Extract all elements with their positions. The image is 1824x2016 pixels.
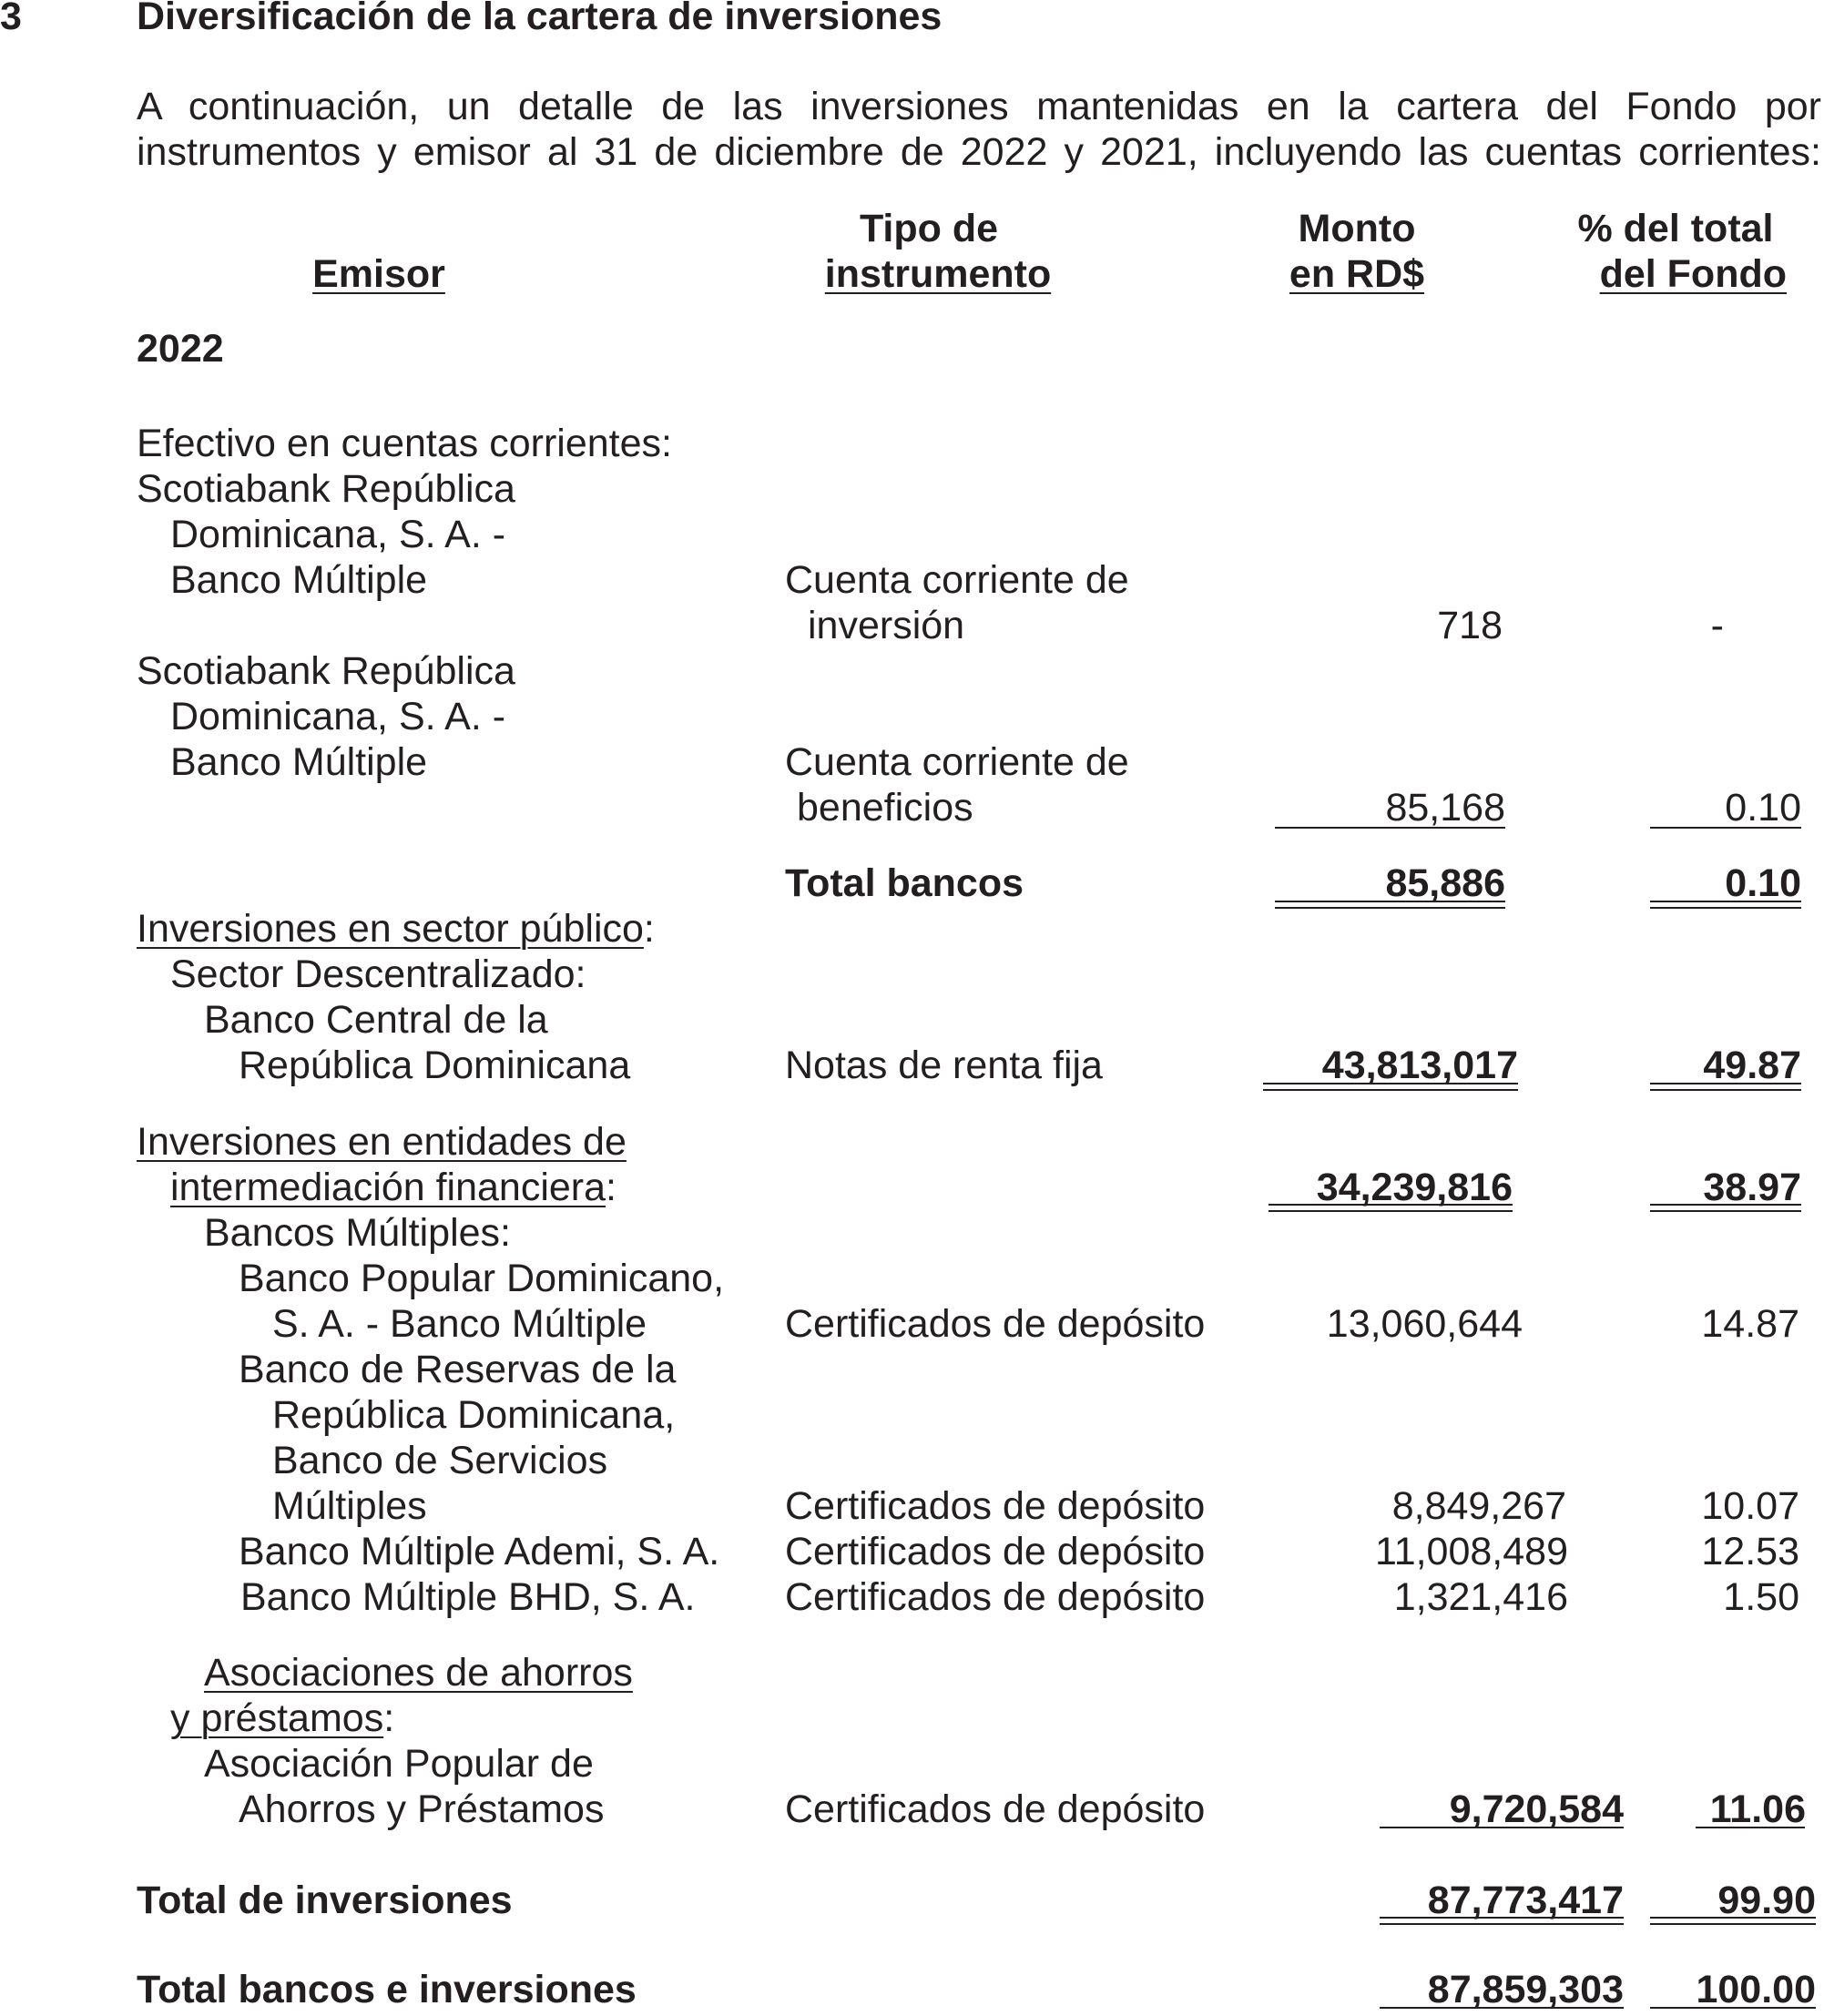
row-emisor-line2: Dominicana, S. A. - [170, 695, 506, 738]
double-underline-top [1650, 1204, 1801, 1206]
intro-line-2: instrumentos y emisor al 31 de diciembre de 2022 y 2021, incluyendo las cuentas corrientes: [137, 130, 1821, 174]
bancos-multiples-heading: Bancos Múltiples: [204, 1211, 511, 1255]
row-tipo-line1: Cuenta corriente de [785, 740, 1129, 784]
row-pct: 12.53 [1701, 1530, 1799, 1573]
row-pct: 1.50 [1723, 1575, 1799, 1619]
sector-descentralizado-label: Sector Descentralizado: [170, 952, 586, 996]
row-monto: 718 [1437, 604, 1503, 647]
intermediacion-heading-line2 [170, 1165, 616, 1210]
total-general-label: Total bancos e inversiones [137, 1968, 637, 2011]
row-monto: 8,849,267 [1391, 1484, 1566, 1528]
header-pct-line1: % del total [1577, 207, 1774, 250]
row-pct: 0.10 [1725, 786, 1801, 830]
row-tipo: Certificados de depósito [785, 1302, 1206, 1346]
row-monto: 13,060,644 [1326, 1302, 1523, 1346]
double-underline-top [1380, 1917, 1624, 1919]
row-emisor-line1: Banco Central de la [204, 998, 548, 1042]
intermediacion-heading-text: intermediación financiera [170, 1166, 606, 1209]
double-underline-bottom [1650, 907, 1801, 909]
single-underline [1696, 1827, 1805, 1828]
total-inversiones-pct: 99.90 [1717, 1879, 1816, 1922]
double-underline-top [1650, 901, 1801, 902]
row-emisor-line1: Banco Múltiple BHD, S. A. [240, 1575, 696, 1619]
row-emisor-line2: Dominicana, S. A. - [170, 513, 506, 556]
double-underline-bottom [1269, 1210, 1513, 1212]
row-pct: 10.07 [1701, 1484, 1799, 1528]
double-underline-bottom [1380, 1923, 1624, 1925]
row-tipo: Certificados de depósito [785, 1787, 1206, 1831]
row-tipo: Notas de renta fija [785, 1044, 1103, 1087]
double-underline-top [1650, 1917, 1816, 1919]
row-emisor-line3: Banco Múltiple [170, 558, 428, 602]
row-tipo-line2: inversión [808, 604, 965, 647]
row-emisor-line3: Banco de Servicios [272, 1439, 608, 1482]
double-underline-bottom [1650, 1089, 1801, 1091]
row-emisor-line4: Múltiples [272, 1484, 427, 1528]
row-emisor-line1: Banco de Reservas de la [239, 1348, 677, 1391]
asociaciones-heading-line1: Asociaciones de ahorros [204, 1651, 633, 1695]
section-number: 3 [0, 0, 22, 38]
sector-publico-heading [137, 906, 655, 952]
header-tipo-line1: Tipo de [859, 207, 999, 250]
row-tipo: Certificados de depósito [785, 1575, 1206, 1619]
row-pct: 49.87 [1703, 1044, 1801, 1087]
double-underline-bottom [1650, 1210, 1801, 1212]
asociaciones-heading-text: y préstamos [170, 1696, 384, 1740]
row-emisor-line1: Asociación Popular de [204, 1742, 594, 1786]
double-underline-bottom [1275, 907, 1505, 909]
row-tipo: Certificados de depósito [785, 1484, 1206, 1528]
total-bancos-label: Total bancos [785, 861, 1024, 905]
row-emisor-line3: Banco Múltiple [170, 740, 428, 784]
row-tipo-line2: beneficios [797, 786, 973, 830]
row-tipo-line1: Cuenta corriente de [785, 558, 1129, 602]
double-underline-top [1263, 1083, 1518, 1084]
row-monto: 43,813,017 [1321, 1044, 1518, 1087]
asociaciones-heading-line2 [170, 1695, 394, 1741]
section-title: Diversificación de la cartera de inversiones [137, 0, 943, 38]
double-underline-top [1269, 1204, 1513, 1206]
intermediacion-heading-line1: Inversiones en entidades de [137, 1120, 627, 1164]
header-monto-line1: Monto [1298, 207, 1416, 250]
heading-colon: : [606, 1166, 616, 1209]
row-emisor-line1: Scotiabank República [137, 467, 515, 511]
intro-line-1: A continuación, un detalle de las inversiones mantenidas en la cartera del Fondo por [137, 85, 1821, 128]
row-pct: 11.06 [1709, 1787, 1806, 1831]
double-underline-top [1650, 1083, 1801, 1084]
intermediacion-monto: 34,239,816 [1316, 1166, 1513, 1209]
double-underline-bottom [1263, 1089, 1518, 1091]
total-bancos-monto: 85,886 [1385, 861, 1505, 905]
year-label: 2022 [137, 327, 224, 371]
header-emisor: Emisor [312, 252, 445, 296]
total-inversiones-monto: 87,773,417 [1427, 1879, 1624, 1922]
single-underline [1275, 827, 1505, 829]
row-emisor-line2: S. A. - Banco Múltiple [272, 1302, 647, 1346]
total-inversiones-label: Total de inversiones [137, 1879, 513, 1922]
row-emisor-line2: República Dominicana [239, 1044, 631, 1087]
row-monto: 1,321,416 [1393, 1575, 1568, 1619]
efectivo-heading: Efectivo en cuentas corrientes: [137, 422, 672, 465]
row-pct: 14.87 [1701, 1302, 1799, 1346]
single-underline [1380, 1827, 1624, 1828]
header-pct-line2: del Fondo [1599, 252, 1787, 296]
header-tipo-line2: instrumento [824, 252, 1052, 296]
total-general-monto: 87,859,303 [1427, 1968, 1624, 2011]
row-emisor-line1: Banco Múltiple Ademi, S. A. [239, 1530, 720, 1573]
row-emisor-line2: República Dominicana, [272, 1393, 676, 1437]
row-emisor-line1: Scotiabank República [137, 649, 515, 693]
header-monto-line2: en RD$ [1289, 252, 1425, 296]
row-emisor-line2: Ahorros y Préstamos [239, 1787, 605, 1831]
total-bancos-pct: 0.10 [1725, 861, 1801, 905]
row-tipo: Certificados de depósito [785, 1530, 1206, 1573]
row-emisor-line1: Banco Popular Dominicano, [239, 1257, 725, 1300]
total-general-pct: 100.00 [1696, 1968, 1816, 2011]
double-underline-bottom [1650, 1923, 1816, 1925]
row-monto: 85,168 [1385, 786, 1505, 830]
single-underline [1650, 2007, 1816, 2009]
intermediacion-pct: 38.97 [1703, 1166, 1801, 1209]
single-underline [1650, 827, 1801, 829]
single-underline [1380, 2007, 1624, 2009]
heading-colon: : [643, 907, 655, 951]
sector-publico-heading-text: Inversiones en sector público [137, 907, 644, 951]
row-monto: 11,008,489 [1374, 1530, 1568, 1573]
heading-colon: : [383, 1696, 395, 1740]
row-monto: 9,720,584 [1449, 1787, 1624, 1831]
double-underline-top [1275, 901, 1505, 902]
row-pct: - [1710, 604, 1724, 647]
